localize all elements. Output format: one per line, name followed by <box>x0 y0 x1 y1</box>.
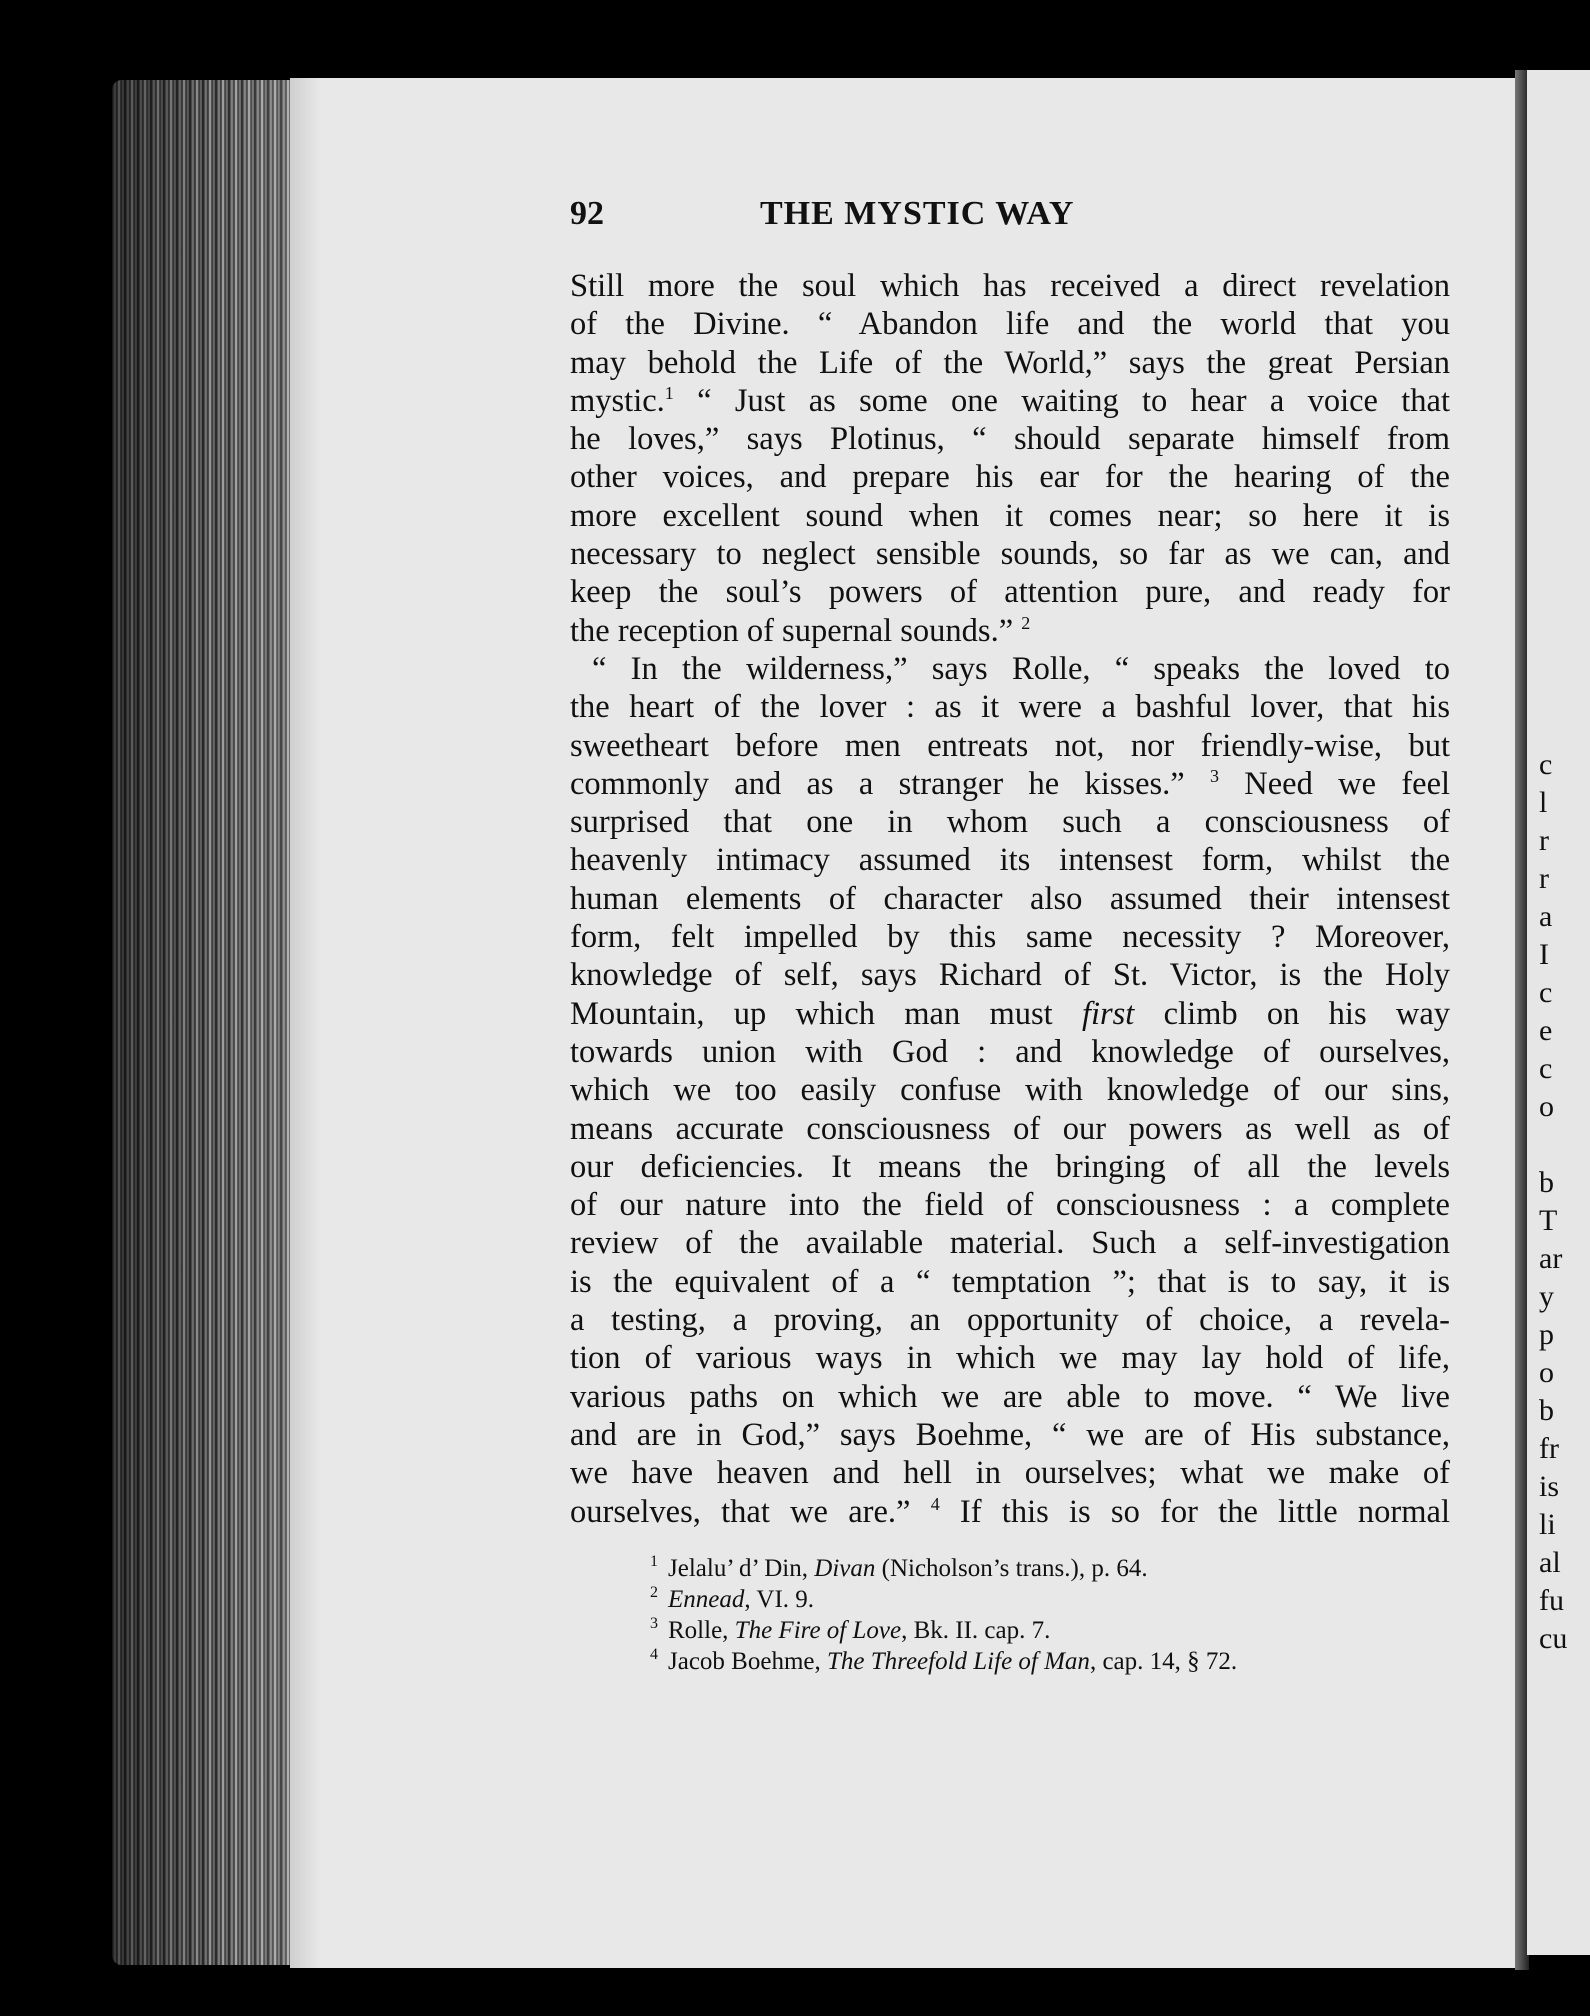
book-edge-shadow <box>112 80 302 1965</box>
text-line: a testing, a proving, an opportunity of choice, a revela- <box>570 1302 1450 1339</box>
footnote-ref: 4 <box>930 1493 940 1514</box>
footnote-ref: 2 <box>1021 612 1031 633</box>
text-line: is the equivalent of a “ temptation ”; that is to say, it is <box>570 1263 1450 1300</box>
text-line: human elements of character also assumed their intensest <box>570 880 1450 917</box>
text-line: ourselves, that we are.” $^4$ If this is so for the little normal <box>570 1493 1450 1530</box>
text-line: various paths on which we are able to move. “ We live <box>570 1378 1450 1415</box>
text-line: Mountain, up which man must first climb on his way <box>570 995 1451 1032</box>
text-line: surprised that one in whom such a consciousness of <box>570 804 1450 841</box>
facing-page-fragment: li <box>1539 1508 1556 1541</box>
footnote: $^3$ Rolle, The Fire of Love, Bk. II. cap. 7. <box>650 1615 1051 1644</box>
facing-page-fragment: p <box>1539 1318 1554 1351</box>
text-line: we have heaven and hell in ourselves; what we make of <box>570 1455 1450 1492</box>
facing-page <box>1527 70 1590 1955</box>
text-line: heavenly intimacy assumed its intensest form, whilst the <box>570 842 1450 879</box>
footnotes <box>570 1553 1450 1677</box>
text-line: “ In the wilderness,” says Rolle, “ speaks the loved to <box>592 650 1450 687</box>
facing-page-fragment: r <box>1539 862 1549 895</box>
facing-page-fragment: c <box>1539 1052 1553 1085</box>
facing-page-fragment: al <box>1539 1546 1561 1579</box>
text-line: the heart of the lover : as it were a bashful lover, that his <box>570 689 1450 726</box>
facing-page-fragment: e <box>1539 1014 1553 1047</box>
text-line: our deficiencies. It means the bringing of all the levels <box>570 1148 1450 1185</box>
facing-page-fragment: y <box>1539 1280 1554 1313</box>
facing-page-fragment: r <box>1539 824 1549 857</box>
text-line: means accurate consciousness of our powers as well as of <box>570 1110 1450 1147</box>
facing-page-fragment: ar <box>1539 1242 1563 1275</box>
facing-page-fragment: l <box>1539 786 1548 819</box>
page-content <box>570 195 1450 1677</box>
facing-page-fragment: fu <box>1539 1584 1564 1617</box>
text-line: Still more the soul which has received a direct revelation <box>570 268 1450 304</box>
running-title: THE MYSTIC WAY <box>760 195 1075 232</box>
facing-page-fragment: b <box>1539 1394 1554 1427</box>
text-line: of our nature into the field of consciousness : a complete <box>570 1187 1450 1224</box>
text-line: the reception of supernal sounds.” $^2$ <box>570 612 1031 649</box>
body-text <box>570 267 1450 1531</box>
text-line: towards union with God : and knowledge of ourselves, <box>570 1033 1450 1070</box>
facing-page-fragment: cu <box>1539 1622 1568 1655</box>
footnote: $^1$ Jelalu’ d’ Din, Divan (Nicholson’s trans.), p. 64. <box>650 1553 1148 1582</box>
running-header <box>570 195 1450 247</box>
text-line: commonly and as a stranger he kisses.” $^3$ Need we feel <box>570 765 1451 802</box>
facing-page-fragment: o <box>1539 1090 1554 1123</box>
text-line: of the Divine. “ Abandon life and the world that you <box>570 306 1450 343</box>
text-line: sweetheart before men entreats not, nor friendly-wise, but <box>570 727 1450 764</box>
text-line: mystic.$^1$ “ Just as some one waiting to hear a voice that <box>570 382 1450 419</box>
footnote-ref: 1 <box>664 383 674 404</box>
text-line: knowledge of self, says Richard of St. Victor, is the Holy <box>570 957 1450 994</box>
text-line: more excellent sound when it comes near; so here it is <box>570 497 1450 534</box>
facing-page-fragment: c <box>1539 976 1553 1009</box>
text-line: other voices, and prepare his ear for the hearing of the <box>570 459 1450 496</box>
text-line: necessary to neglect sensible sounds, so far as we can, and <box>570 536 1450 573</box>
text-line: form, felt impelled by this same necessity ? Moreover, <box>570 919 1450 956</box>
text-line: he loves,” says Plotinus, “ should separate himself from <box>570 421 1450 458</box>
text-line: may behold the Life of the World,” says the great Persian <box>570 344 1450 381</box>
footnote: $^2$ Ennead, VI. 9. <box>650 1584 815 1613</box>
text-line: review of the available material. Such a self-investigation <box>570 1225 1450 1262</box>
facing-page-fragment: T <box>1539 1204 1558 1237</box>
text-line: and are in God,” says Boehme, “ we are of His substance, <box>570 1416 1450 1453</box>
footnote-ref: 3 <box>1210 766 1219 787</box>
footnote: $^4$ Jacob Boehme, The Threefold Life of Man, cap. 14, § 72. <box>650 1646 1238 1675</box>
facing-page-fragment: b <box>1539 1166 1554 1199</box>
page-number: 92 <box>570 195 604 232</box>
emphasis: first <box>1081 995 1135 1032</box>
facing-page-fragment: I <box>1539 938 1549 971</box>
text-line: keep the soul’s powers of attention pure, and ready for <box>570 574 1450 611</box>
facing-page-fragment: o <box>1539 1356 1554 1389</box>
text-line: which we too easily confuse with knowledge of our sins, <box>570 1072 1450 1109</box>
text-line: tion of various ways in which we may lay hold of life, <box>570 1340 1450 1377</box>
facing-page-fragment: fr <box>1539 1432 1559 1465</box>
facing-page-fragment: is <box>1539 1470 1560 1503</box>
facing-page-fragment: a <box>1539 900 1553 933</box>
facing-page-fragment: c <box>1539 748 1553 781</box>
